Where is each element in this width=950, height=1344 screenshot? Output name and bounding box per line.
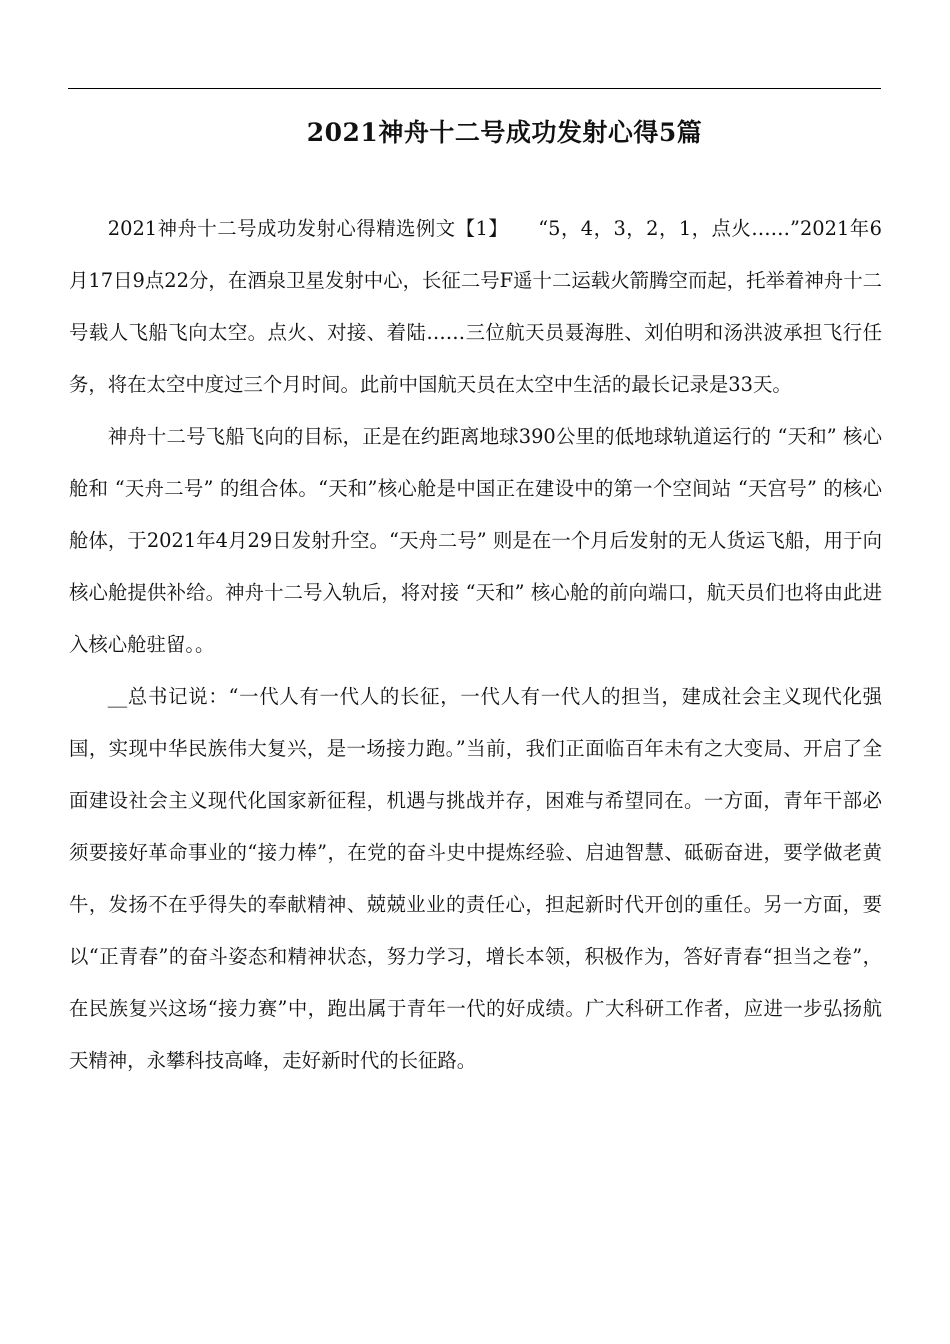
body-paragraph-3: __总书记说：“一代人有一代人的长征，一代人有一代人的担当，建成社会主义现代化强国，实现中华民族伟大复兴，是一场接力跑。”当前，我们正面临百年未有之大变局、开启了全面建设社会主义现代化国家新征程，机遇与挑战并存，困难与希望同在。一方面，青年干部必须要接好革命事业的“接力棒”，在党的奋斗史中提炼经验、启迪智慧、砥砺奋进，要学做老黄牛，发扬不在乎得失的奉献精神、兢兢业业的责任心，担起新时代开创的重任。另一方面，要以“正青春”的奋斗姿态和精神状态，努力学习，增长本领，积极作为，答好青春“担当之卷”，在民族复兴这场“接力赛”中，跑出属于青年一代的好成绩。广大科研工作者，应进一步弘扬航天精神，永攀科技高峰，走好新时代的长征路。 bbox=[69, 685, 882, 1072]
body-paragraph-2: 神舟十二号飞船飞向的目标，正是在约距离地球390公里的低地球轨道运行的 “天和” 核心舱和 “天舟二号” 的组合体。“天和”核心舱是中国正在建设中的第一个空间站 “天宫号” 的核心舱体，于2021年4月29日发射升空。“天舟二号” 则是在一个月后发射的无人货运飞船，用于向核心舱提供补给。神舟十二号入轨后，将对接 “天和” 核心舱的前向端口，航天员们也将由此进入核心舱驻留。。 bbox=[69, 425, 882, 656]
body-paragraph-1: 2021神舟十二号成功发射心得精选例文【1】 “5，4，3，2，1，点火……”2021年6月17日9点22分，在酒泉卫星发射中心，长征二号F遥十二运载火箭腾空而起，托举着神舟十二号载人飞船飞向太空。点火、对接、着陆……三位航天员聂海胜、刘伯明和汤洪波承担飞行任务，将在太空中度过三个月时间。此前中国航天员在太空中生活的最长记录是33天。 bbox=[69, 217, 882, 396]
document-body bbox=[69, 203, 882, 1087]
header-rule bbox=[68, 88, 881, 89]
document-title: 2021神舟十二号成功发射心得5篇 bbox=[306, 117, 703, 147]
